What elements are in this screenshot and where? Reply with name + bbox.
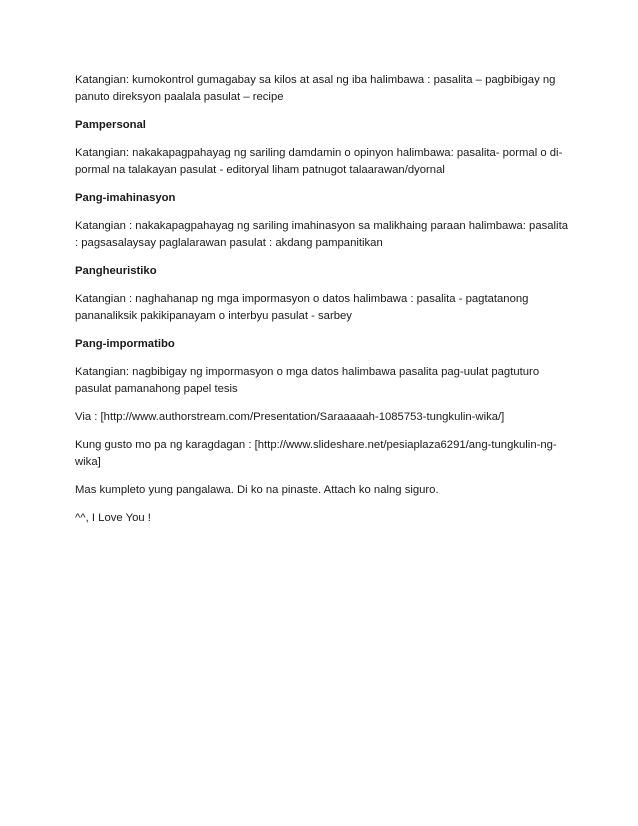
paragraph-closing: ^^, I Love You ! [75, 512, 151, 524]
heading-pang-impormatibo: Pang-impormatibo [75, 338, 175, 350]
paragraph-katangian-pangheuristiko: Katangian : naghahanap ng mga impormasyon o datos halimbawa : pasalita - pagtatanong pananaliksik pakikipanayam o interbyu pasulat - sarbey [75, 293, 529, 322]
heading-pampersonal: Pampersonal [75, 119, 146, 131]
paragraph-note: Mas kumpleto yung pangalawa. Di ko na pinaste. Attach ko nalng siguro. [75, 484, 439, 496]
paragraph-katangian-pampersonal: Katangian: nakakapagpahayag ng sariling damdamin o opinyon halimbawa: pasalita- pormal o di-pormal na talakayan pasulat - editoryal liham patnugot talaarawan/dyornal [75, 147, 563, 176]
heading-pang-imahinasyon: Pang-imahinasyon [75, 192, 176, 204]
paragraph-via-link: Via : [http://www.authorstream.com/Presentation/Saraaaaah-1085753-tungkulin-wika/] [75, 411, 505, 423]
paragraph-katangian-pang-impormatibo: Katangian: nagbibigay ng impormasyon o mga datos halimbawa pasalita pag-uulat pagtuturo pasulat pamanahong papel tesis [75, 366, 540, 395]
paragraph-karagdagan-link: Kung gusto mo pa ng karagdagan : [http://www.slideshare.net/pesiaplaza6291/ang-tungkulin-ng-wika] [75, 439, 557, 468]
paragraph-katangian-pang-imahinasyon: Katangian : nakakapagpahayag ng sariling imahinasyon sa malikhaing paraan halimbawa: pasalita : pagsasalaysay paglalarawan pasulat : akdang pampanitikan [75, 220, 568, 249]
heading-pangheuristiko: Pangheuristiko [75, 265, 157, 277]
paragraph-katangian-regulatoryo: Katangian: kumokontrol gumagabay sa kilos at asal ng iba halimbawa : pasalita – pagbibigay ng panuto direksyon paalala pasulat – recipe [75, 74, 556, 103]
